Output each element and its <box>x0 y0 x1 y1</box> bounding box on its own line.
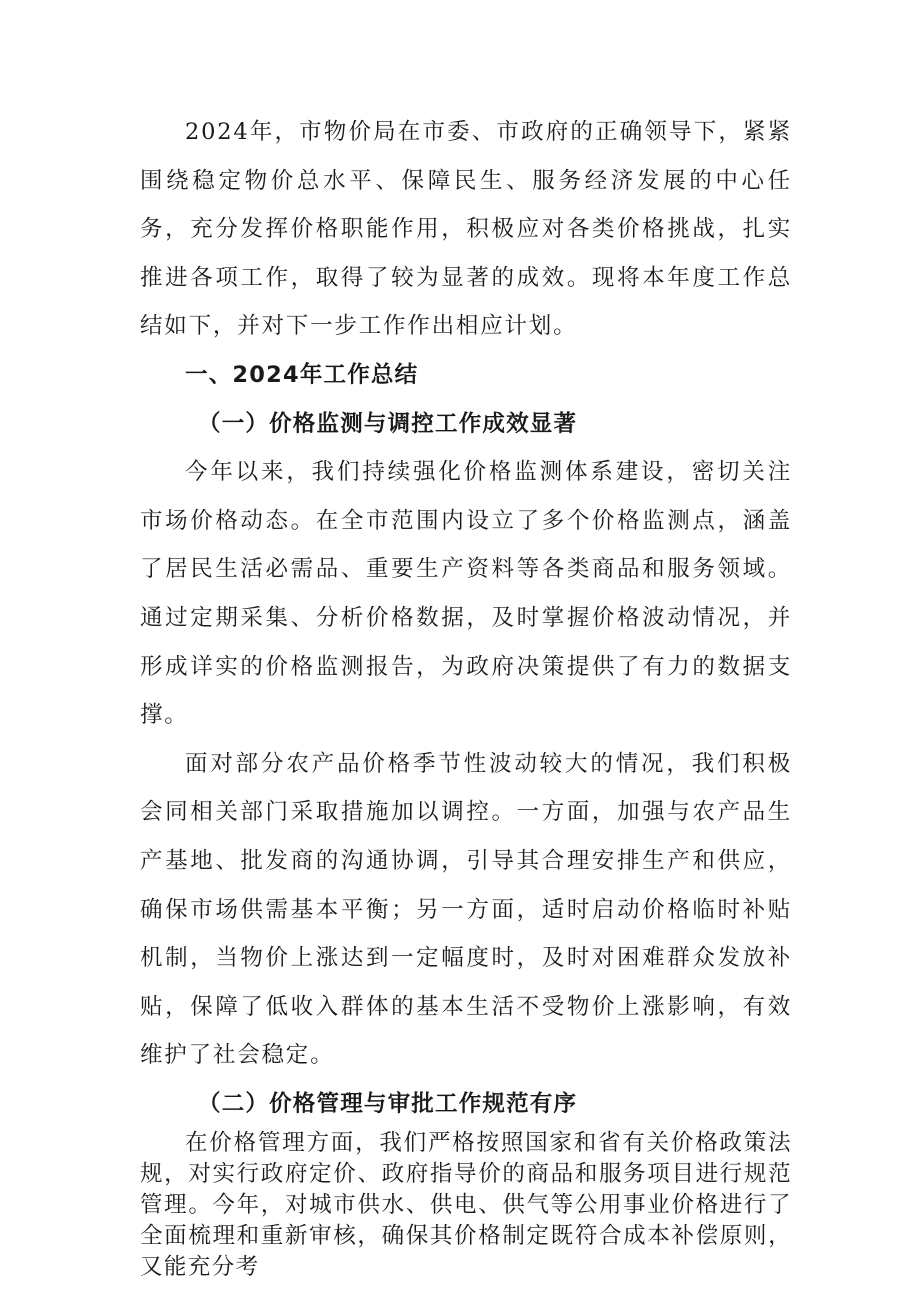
section-heading-summary: 一、2024年工作总结 <box>185 361 419 388</box>
paragraph-agricultural-regulation: 面对部分农产品价格季节性波动较大的情况，我们积极会同相关部门采取措施加以调控。一方面，加强与农产品生产基地、批发商的沟通协调，引导其合理安排生产和供应，确保市场供需基本平衡；另一方面，适时启动价格临时补贴机制，当物价上涨达到一定幅度时，及时对困难群众发放补贴，保障了低收入群体的基本生活不受物价上涨影响，有效维护了社会稳定。 <box>140 750 792 1069</box>
subsection-heading-management: （二）价格管理与审批工作规范有序 <box>198 1090 578 1117</box>
subsection-heading-monitoring: （一）价格监测与调控工作成效显著 <box>198 410 578 437</box>
document-body <box>140 108 792 1283</box>
paragraph-price-management: 在价格管理方面，我们严格按照国家和省有关价格政策法规，对实行政府定价、政府指导价的商品和服务项目进行规范管理。今年，对城市供水、供电、供气等公用事业价格进行了全面梳理和重新审核，确保其价格制定既符合成本补偿原则，又能充分考 <box>140 1130 792 1281</box>
intro-paragraph: 2024年，市物价局在市委、市政府的正确领导下，紧紧围绕稳定物价总水平、保障民生、服务经济发展的中心任务，充分发挥价格职能作用，积极应对各类价格挑战，扎实推进各项工作，取得了较为显著的成效。现将本年度工作总结如下，并对下一步工作作出相应计划。 <box>140 119 792 340</box>
paragraph-monitoring-system: 今年以来，我们持续强化价格监测体系建设，密切关注市场价格动态。在全市范围内设立了多个价格监测点，涵盖了居民生活必需品、重要生产资料等各类商品和服务领域。通过定期采集、分析价格数据，及时掌握价格波动情况，并形成详实的价格监测报告，为政府决策提供了有力的数据支撑。 <box>140 459 792 729</box>
